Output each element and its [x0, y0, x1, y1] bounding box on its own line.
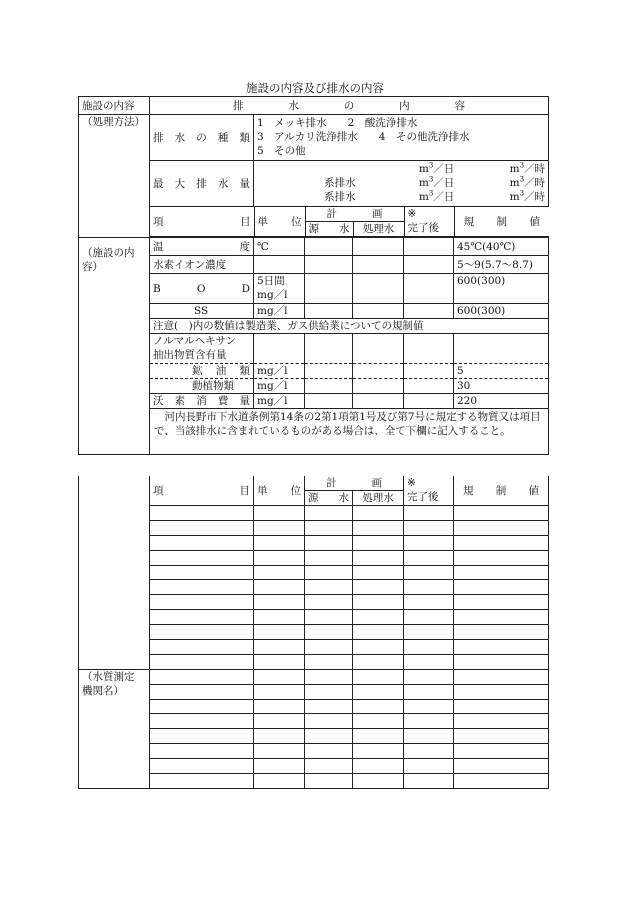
facility-form-table [78, 96, 549, 455]
blank-cell[interactable] [150, 654, 254, 669]
blank-cell[interactable] [454, 714, 549, 729]
blank-cell[interactable] [254, 595, 305, 610]
row-iodine-reg: 220 [454, 394, 549, 409]
blank-cell[interactable] [454, 774, 549, 789]
blank-cell[interactable] [353, 520, 404, 535]
row-iodine-unit: mg／l [254, 394, 305, 409]
blank-cell[interactable] [305, 640, 353, 655]
blank-cell[interactable] [254, 774, 305, 789]
blank-cell[interactable] [454, 669, 549, 684]
blank-cell[interactable] [254, 565, 305, 580]
row-temp-unit: ℃ [254, 238, 305, 256]
blank-cell[interactable] [254, 550, 305, 565]
blank-cell[interactable] [150, 714, 254, 729]
blank-cell[interactable] [305, 580, 353, 595]
blank-cell[interactable] [404, 654, 454, 669]
blank-cell[interactable] [305, 684, 353, 699]
blank-cell[interactable] [404, 699, 454, 714]
blank-cell[interactable] [305, 520, 353, 535]
blank-cell[interactable] [404, 774, 454, 789]
col2-treated: 処理水 [353, 491, 404, 506]
col-after: ※ 完了後 [404, 207, 454, 237]
row-animal-unit: mg／l [254, 379, 305, 394]
blank-cell[interactable] [254, 535, 305, 550]
col2-reg: 規 制 値 [454, 476, 549, 506]
blank-cell[interactable] [454, 535, 549, 550]
blank-cell[interactable] [150, 729, 254, 744]
col2-unit: 単 位 [254, 476, 305, 506]
blank-cell[interactable] [150, 684, 254, 699]
blank-cell[interactable] [404, 565, 454, 580]
blank-cell[interactable] [353, 744, 404, 759]
blank-cell[interactable] [454, 744, 549, 759]
blank-cell[interactable] [254, 729, 305, 744]
blank-cell[interactable] [150, 535, 254, 550]
blank-cell[interactable] [254, 640, 305, 655]
row-mineral-label: 鉱 油 類 [150, 364, 254, 379]
blank-cell[interactable] [454, 625, 549, 640]
row-nhex-label: ノルマルヘキサン 抽出物質含有量 [150, 334, 254, 364]
additional-items-table [78, 476, 549, 789]
blank-cell[interactable] [254, 610, 305, 625]
blank-cell[interactable] [404, 684, 454, 699]
max-flow-label: 最 大 排 水 量 [150, 161, 254, 207]
blank-cell[interactable] [404, 550, 454, 565]
left-label-method: （処理方法） [79, 115, 150, 238]
blank-cell[interactable] [404, 759, 454, 774]
blank-cell[interactable] [353, 595, 404, 610]
blank-cell[interactable] [404, 669, 454, 684]
blank-cell[interactable] [305, 759, 353, 774]
blank-cell[interactable] [454, 729, 549, 744]
header-left: 施設の内容 [79, 97, 150, 115]
header-right: 排 水 の 内 容 [150, 97, 549, 115]
blank-cell[interactable] [150, 565, 254, 580]
row-bod-label: B O D [150, 274, 254, 304]
blank-cell[interactable] [150, 774, 254, 789]
blank-cell[interactable] [305, 699, 353, 714]
blank-cell[interactable] [404, 535, 454, 550]
blank-cell[interactable] [353, 729, 404, 744]
row-iodine-label: 沃 素 消 費 量 [150, 394, 254, 409]
max-flow-values: $m^3/$日 $m^3/$時 系排水 $m^3/$日 $m^3/$時 系排水 $m^3/$日 $m^3/$時 [254, 161, 549, 207]
blank-cell[interactable] [404, 640, 454, 655]
blank-cell[interactable] [305, 550, 353, 565]
blank-cell[interactable] [353, 774, 404, 789]
col-item: 項 目 [150, 207, 254, 237]
row-ss-reg: 600(300) [454, 304, 549, 319]
row-ss-unit: mg／l [254, 304, 305, 319]
blank-cell[interactable] [454, 654, 549, 669]
row-mineral-reg: 5 [454, 364, 549, 379]
blank-cell[interactable] [404, 520, 454, 535]
blank-cell[interactable] [353, 654, 404, 669]
blank-cell[interactable] [150, 625, 254, 640]
blank-cell[interactable] [454, 595, 549, 610]
blank-cell[interactable] [150, 759, 254, 774]
blank-cell[interactable] [254, 744, 305, 759]
blank-cell[interactable] [305, 506, 353, 521]
blank-cell[interactable] [150, 744, 254, 759]
blank-cell[interactable] [404, 744, 454, 759]
blank-cell[interactable] [454, 699, 549, 714]
row-animal-label: 動植物類 [150, 379, 254, 394]
blank-cell[interactable] [305, 535, 353, 550]
col2-raw: 源 水 [305, 491, 353, 506]
col2-after: ※ 完了後 [404, 476, 454, 506]
blank-cell[interactable] [305, 654, 353, 669]
blank-cell[interactable] [353, 759, 404, 774]
blank-cell[interactable] [353, 669, 404, 684]
blank-cell[interactable] [404, 729, 454, 744]
col-raw: 源 水 [305, 222, 353, 237]
blank-cell[interactable] [353, 684, 404, 699]
row-animal-reg: 30 [454, 379, 549, 394]
blank-cell[interactable] [254, 580, 305, 595]
blank-cell[interactable] [353, 610, 404, 625]
col-treated: 処理水 [353, 222, 404, 237]
blank-cell[interactable] [305, 729, 353, 744]
col-plan: 計 画 [305, 207, 404, 222]
blank-cell[interactable] [254, 625, 305, 640]
drain-type-options: 1 メッキ排水 2 酸洗浄排水 3 アルカリ洗浄排水 4 その他洗浄排水 5 その他 [254, 115, 549, 161]
regulation-paragraph: 河内長野市下水道条例第14条の2第1項第1号及び第7号に規定する物質又は項目で、当該排水に含まれているものがある場合は、全て下欄に記入すること。 [150, 409, 549, 455]
row-temp-label: 温 度 [150, 238, 254, 256]
col-reg: 規 制 値 [454, 207, 549, 237]
blank-cell[interactable] [404, 506, 454, 521]
row-bod-reg: 600(300) [454, 274, 549, 304]
left-label-facility: （施設の内 容） [79, 238, 150, 455]
note-text: 注意( )内の数値は製造業、ガス供給業についての規制値 [150, 319, 549, 334]
form-title: 施設の内容及び排水の内容 [246, 81, 384, 95]
row-bod-unit: 5日間 mg／l [254, 274, 305, 304]
blank-cell[interactable] [454, 565, 549, 580]
blank-cell[interactable] [353, 506, 404, 521]
blank-cell[interactable] [353, 535, 404, 550]
blank-cell[interactable] [404, 714, 454, 729]
blank-cell[interactable] [454, 550, 549, 565]
blank-cell[interactable] [454, 640, 549, 655]
blank-cell[interactable] [353, 550, 404, 565]
row-ss-label: SS [150, 304, 254, 319]
blank-cell[interactable] [305, 625, 353, 640]
blank-cell[interactable] [404, 580, 454, 595]
blank-cell[interactable] [254, 714, 305, 729]
row-temp-reg: 45℃(40℃) [454, 238, 549, 256]
drain-type-label: 排 水 の 種 類 [150, 115, 254, 161]
blank-cell[interactable] [150, 640, 254, 655]
blank-cell[interactable] [353, 714, 404, 729]
blank-cell[interactable] [150, 699, 254, 714]
blank-cell[interactable] [305, 565, 353, 580]
blank-cell[interactable] [305, 610, 353, 625]
blank-cell[interactable] [454, 610, 549, 625]
blank-cell[interactable] [353, 565, 404, 580]
blank-cell[interactable] [254, 506, 305, 521]
blank-cell[interactable] [305, 714, 353, 729]
blank-cell[interactable] [305, 774, 353, 789]
blank-cell[interactable] [150, 506, 254, 521]
blank-cell[interactable] [353, 625, 404, 640]
blank-cell[interactable] [404, 625, 454, 640]
blank-cell[interactable] [353, 580, 404, 595]
blank-cell[interactable] [454, 520, 549, 535]
blank-cell[interactable] [150, 610, 254, 625]
blank-cell[interactable] [404, 595, 454, 610]
blank-cell[interactable] [454, 580, 549, 595]
blank-cell[interactable] [254, 759, 305, 774]
blank-cell[interactable] [254, 520, 305, 535]
blank-cell[interactable] [254, 684, 305, 699]
blank-cell[interactable] [254, 654, 305, 669]
blank-cell[interactable] [454, 506, 549, 521]
blank-cell[interactable] [254, 669, 305, 684]
blank-cell[interactable] [305, 744, 353, 759]
col2-item: 項 目 [150, 476, 254, 506]
blank-cell[interactable] [305, 669, 353, 684]
blank-cell[interactable] [404, 610, 454, 625]
blank-cell[interactable] [305, 595, 353, 610]
blank-cell[interactable] [150, 520, 254, 535]
row-ph-reg: 5～9(5.7～8.7) [454, 256, 549, 274]
blank-cell[interactable] [454, 684, 549, 699]
blank-cell[interactable] [454, 759, 549, 774]
left-label-lab: （水質測定 機関名） [79, 669, 150, 788]
blank-cell[interactable] [254, 699, 305, 714]
col2-plan: 計 画 [305, 476, 404, 491]
blank-cell[interactable] [150, 669, 254, 684]
blank-cell[interactable] [353, 699, 404, 714]
blank-cell[interactable] [150, 580, 254, 595]
blank-cell[interactable] [150, 550, 254, 565]
row-mineral-unit: mg／l [254, 364, 305, 379]
col-unit: 単 位 [254, 207, 305, 237]
blank-cell[interactable] [353, 640, 404, 655]
row-ph-label: 水素イオン濃度 [150, 256, 254, 274]
blank-cell[interactable] [150, 595, 254, 610]
